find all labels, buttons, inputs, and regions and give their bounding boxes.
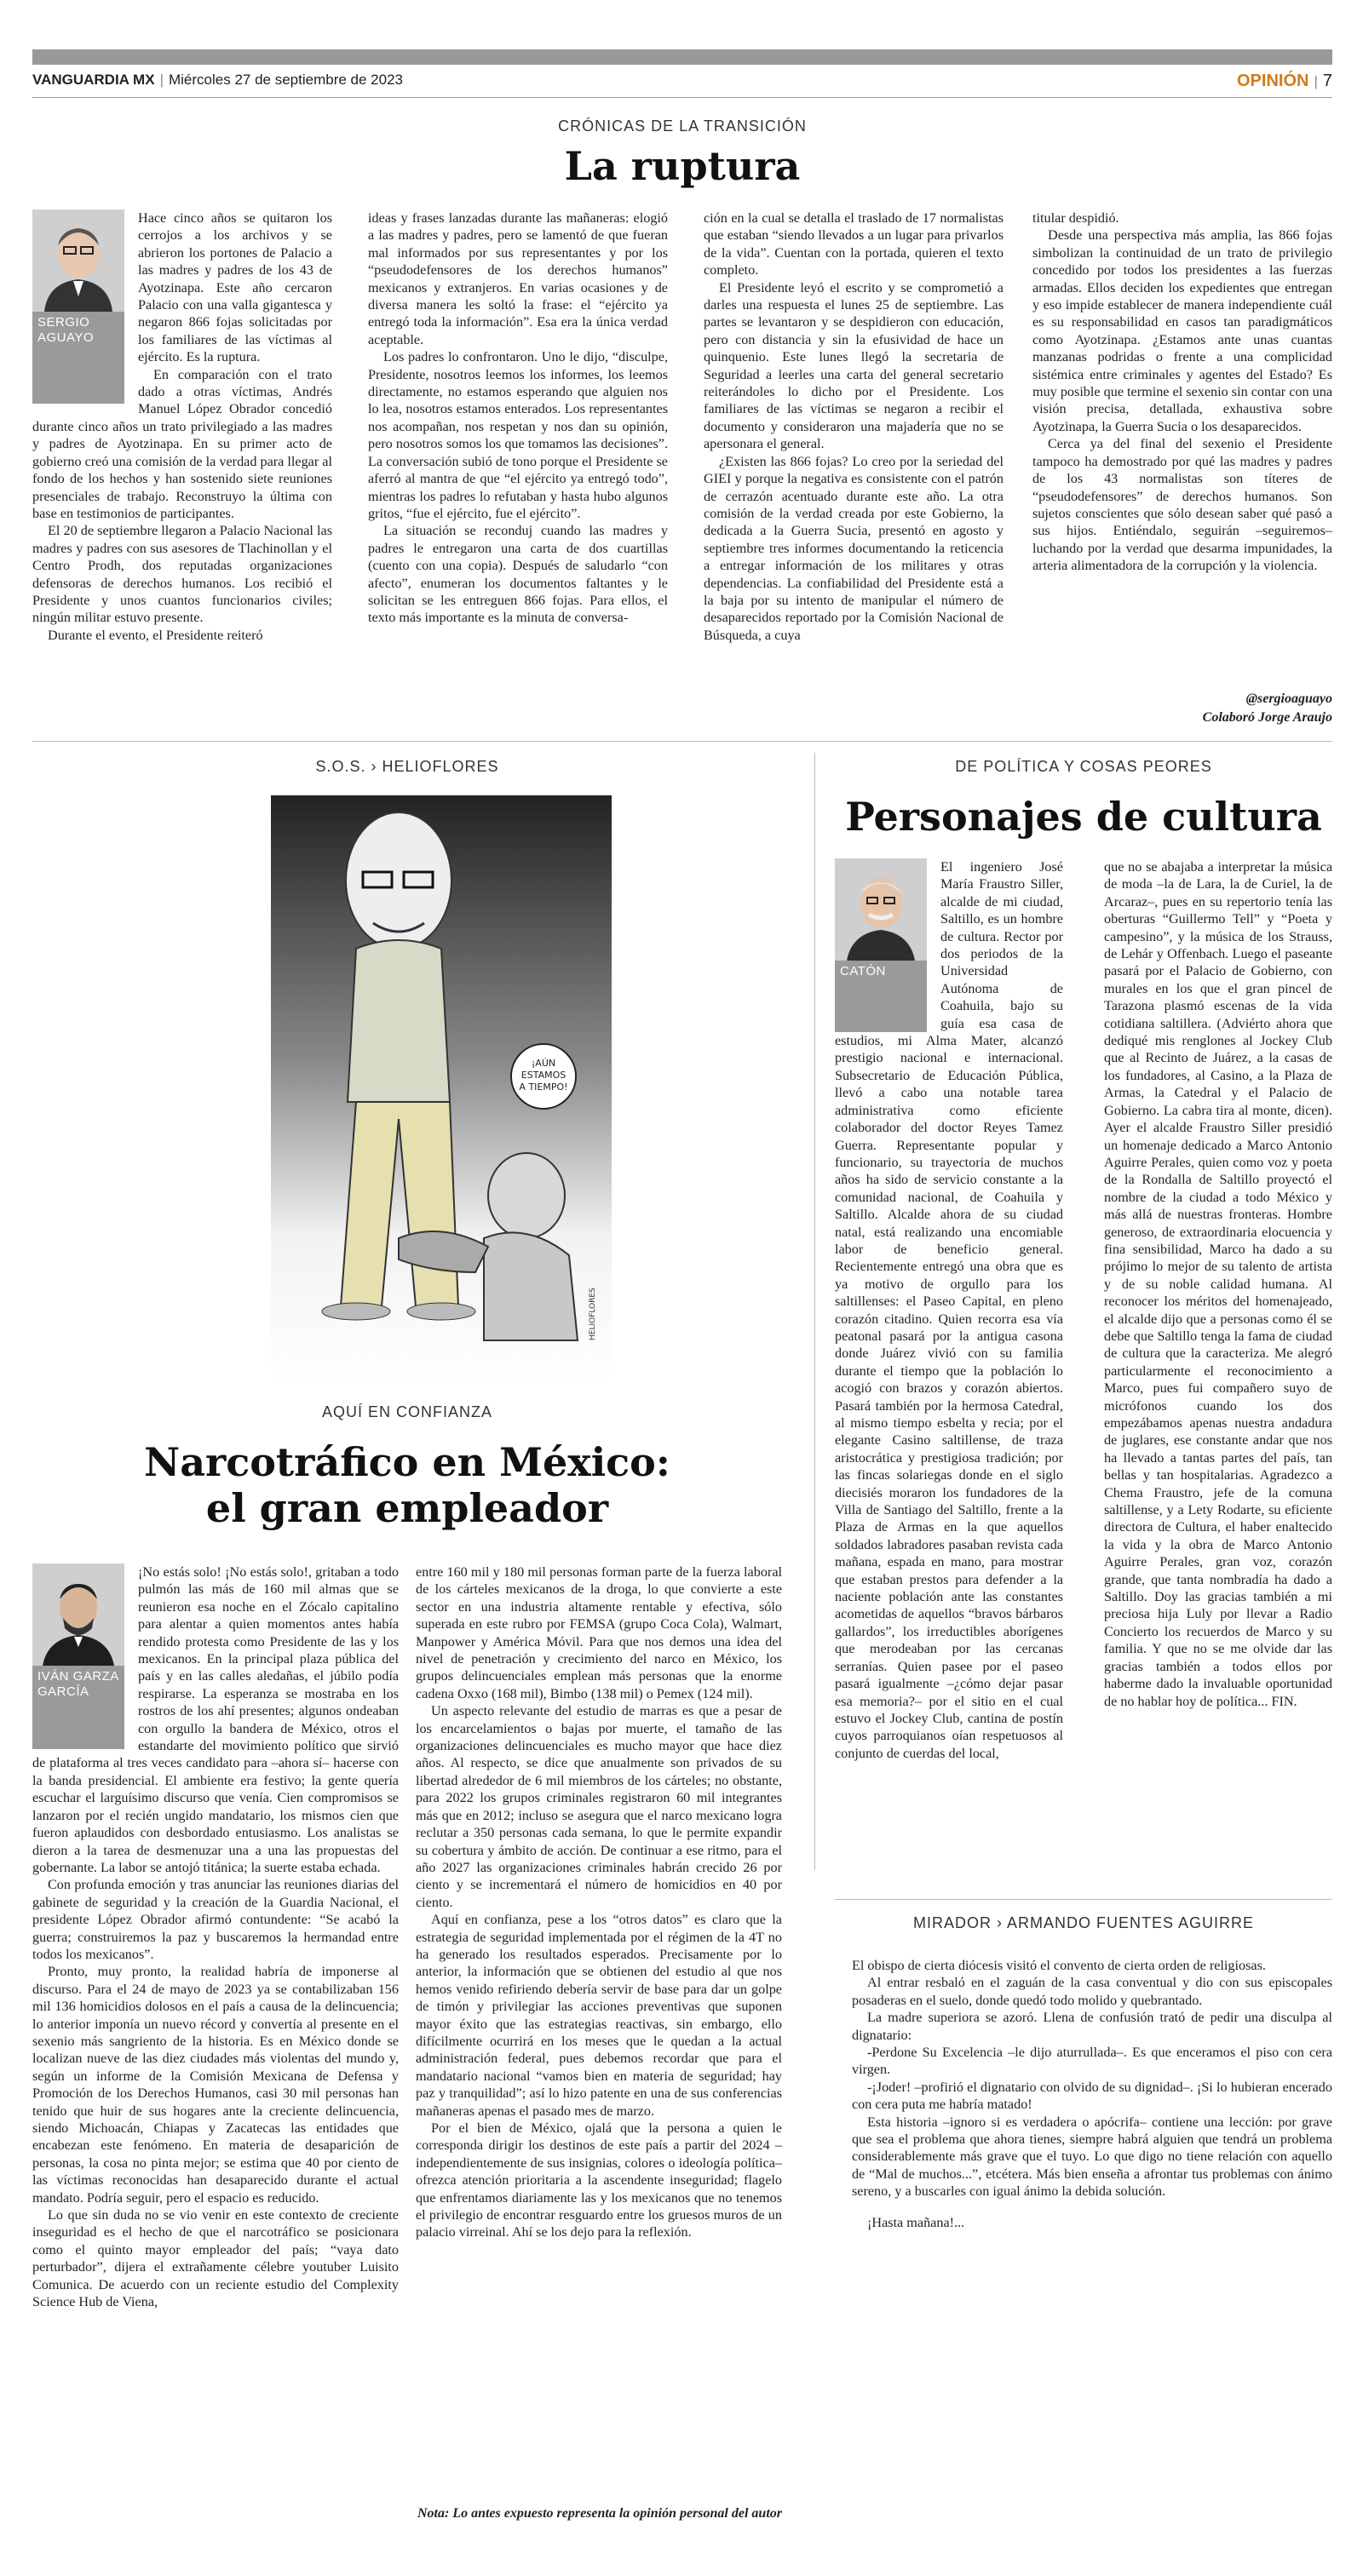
paragraph: -¡Joder! –profirió el dignatario con olvido de su dignidad–. ¡Si lo hubieran encerado con cera puta me habría matado! bbox=[852, 2079, 1332, 2113]
paragraph: Con profunda emoción y tras anunciar las reuniones diarias del gabinete de seguridad y la creación de la Guardia Nacional, el presidente López Obrador afirmó contundente: “Se acabó la guerra; construiremos la paz y buscaremos la hermandad entre todos los mexicanos”. bbox=[32, 1877, 399, 1962]
article1-col1 bbox=[32, 209, 332, 644]
paragraph: La situación se reconduj cuando las madres y padres le entregaron una carta de dos cuartillas (cuento con una copia). Después de saludarlo “con afecto”, enumeran los documentos faltantes y le solicitan se les entreguen 866 fojas. Para ellos, el texto más importante es la minuta de conversa- bbox=[368, 523, 668, 626]
paragraph: titular despidió. bbox=[1032, 210, 1119, 226]
masthead bbox=[32, 72, 1332, 98]
article1-kicker: CRÓNICAS DE LA TRANSICIÓN bbox=[558, 118, 807, 135]
cartoon-kicker: S.O.S. › HELIOFLORES bbox=[315, 758, 499, 775]
section-label bbox=[1237, 72, 1332, 91]
paragraph: Lo que sin duda no se vio venir en este contexto de creciente inseguridad es el hecho de que el narcotráfico se posicionara como el quinto mayor empleador del país; “vaya dato perturbador”, dijera el extrañamente célebre youtuber Luisito Comunica. De acuerdo con un reciente estudio del Complexity Science Hub de Viena, bbox=[32, 2207, 399, 2310]
paragraph: ción en la cual se detalla el traslado de 17 normalistas que estaban “siendo llevados a un lugar para privarlos de la vida”. Cuentan con la portada, quieren el texto completo. bbox=[704, 210, 1004, 278]
author-name-aguayo: SERGIO AGUAYO bbox=[37, 315, 95, 345]
article1-col4 bbox=[1032, 209, 1332, 575]
publication-name: VANGUARDIA MX bbox=[32, 72, 155, 88]
svg-text:ESTAMOS: ESTAMOS bbox=[520, 1070, 566, 1081]
article3-kicker: DE POLÍTICA Y COSAS PEORES bbox=[955, 758, 1212, 775]
section-divider bbox=[835, 1899, 1332, 1900]
masthead-divider: | bbox=[159, 72, 164, 88]
page-divider: | bbox=[1314, 73, 1318, 89]
author-float-spacer bbox=[835, 858, 940, 1032]
article3-title: Personajes de cultura bbox=[845, 794, 1322, 840]
article1-col2 bbox=[368, 209, 668, 627]
article3-col2 bbox=[1104, 858, 1332, 1710]
article2-kicker: AQUÍ EN CONFIANZA bbox=[321, 1403, 492, 1420]
paragraph: que no se abajaba a interpretar la música de moda –la de Lara, la de Curiel, la de Arcaraz–, pues en su repertorio tenía las oberturas “Guillermo Tell” y “Poeta y campesino”, y la música de los Strauss, de Lehár y Offenbach. Luego el paseante pasará por el Palacio de Gobierno, con murales en los que el gran pincel de Tarazona plasmó escenas de la vida cotidiana saltillera. (Adviérto ahora que dediqué mis renglones al Jockey Club que al Recinto de Juárez, a la casas de los fundadores, al Casino, a la Plaza de Armas, la Catedral y el Palacio de Gobierno. La cabra tira al monte, dicen). Ayer el alcalde Fraustro Siller presidió un homenaje dedicado a Marco Antonio Aguirre Perales, quien como voz y poeta de la Rondalla de Saltillo proyectó el nombre de la ciudad a todo México y más allá de nuestras fronteras. Hombre generoso, de extraordinaria elocuencia y fina sensibilidad, Marco ha dado a su prójimo lo mejor de su talento de artista y de su noble calidad humana. Al reconocer los méritos del homenajeado, el alcalde dijo que a personas como él se debe que Saltillo tenga la fama de ciudad de cultura que la caracteriza. Me alegró particularmente el reconocimiento a Marco, pues fui compañero suyo de micrófonos cuando los dos empezábamos apenas nuestra andadura de juglares, ese constante andar que nos ha llevado a tantas partes del país, tan bellas y tan hospitalarias. Agradezco a Chema Fraustro, jefe de la comuna saltillense, y a Lety Rodarte, su eficiente directora de Cultura, el haber enaltecido la vida y la obra de Marco Antonio Aguirre Perales, gran voz, corazón grande, que tanta nombradía ha dado a Saltillo. Doy las gracias también a mi preciosa hija Luly por llevar a Radio Concierto los recuerdos de Marco y su familia. Y que no se me olvide dar las gracias también a todos ellos por haberme dado la invaluable oportunidad de no hablar hoy de política... FIN. bbox=[1104, 859, 1332, 1709]
speech-bubble-text: ¡AÚN bbox=[531, 1058, 556, 1069]
author-name-caton: CATÓN bbox=[840, 964, 886, 978]
paragraph: Pronto, muy pronto, la realidad habría de imponerse al discurso. Para el 24 de mayo de 2023 ya se contabilizaban 156 mil 136 homicidios dolosos en el país a causa de la delincuencia; lo anterior imponía un nuevo récord y convertía al presente en el sexenio más sangriento de la historia. Es en México donde se localizan nueve de las diez ciudades más violentas del mundo y, según un informe de la Comisión Mexicana de Defensa y Promoción de los Derechos Humanos, casi 30 mil personas han tenido que huir de sus hogares ante la creciente delincuencia, siendo Michoacán, Chiapas y Zacatecas las entidades que encabezan este fenómeno. En materia de desaparición de personas, la cosa no pinta mejor; se estima que 40 por ciento de las víctimas reconocidas han desaparecido durante el actual mandato. Podría seguir, pero el espacio es reducido. bbox=[32, 1964, 399, 2206]
top-color-bar bbox=[32, 49, 1332, 65]
paragraph: ideas y frases lanzadas durante las mañaneras: elogió a las madres y padres, pero se lamentó de que fueran mal informados por sus representantes y por los “pseudodefensores de los derechos humanos” mexicanos y extranjeros. En varias ocasiones y de diversa manera les soltó la frase: el “ejército ya entregó toda la información”. Esa era la única verdad aceptable. bbox=[368, 210, 668, 347]
paragraph: ¡No estás solo! ¡No estás solo!, gritaban a todo pulmón las más de 160 mil almas que se reunieron esa noche en el Zócalo capitalino para alentar a quien momentos antes había rendido protesta como Presidente de las y los mexicanos. En la principal plaza pública del país y en las calles aledañas, el júbilo podía respirarse. La esperanza se mostraba en los rostros de los ahí presentes; algunos ondeaban con orgullo la bandera de México, otros el estandarte del movimiento político que sirvió de plataforma al tres veces candidato para –ahora sí– hacerse con la banda presidencial. El ambiente era festivo; la gente quería escuchar el larguísimo discurso que venía. Cien compromisos se lanzaron por el recién ungido mandatario, los mismos cien que fueron aplaudidos con desbordado entusiasmo. Los analistas se dieron a la tarea de desmenuzar una a una las propuestas del gobernante. La labor se antojó titánica; la suerte estaba echada. bbox=[32, 1564, 399, 1875]
column-divider bbox=[814, 753, 815, 1870]
paragraph: El obispo de cierta diócesis visitó el convento de cierta orden de religiosas. bbox=[852, 1958, 1266, 1973]
author-float-spacer bbox=[32, 1563, 138, 1751]
article2-title bbox=[32, 1439, 782, 1531]
article2-col1 bbox=[32, 1563, 399, 2310]
paragraph: En comparación con el trato dado a otras víctimas, Andrés Manuel López Obrador concedió durante cinco años un trato privilegiado a las madres y padres de Ayotzinapa. En su primer acto de gobierno creó una comisión de la verdad para llegar al fondo de los hechos y han sostenido siete reuniones presenciales de trabajo. Reconstruyo la última con base en testimonios de participantes. bbox=[32, 366, 332, 521]
paragraph: Los padres lo confrontaron. Uno le dijo, “disculpe, Presidente, nosotros leemos los informes, los leemos directamente, no estamos esperando que alguien nos lo lea, nosotros estamos enterados. Los representantes nos acompañan, nos respetan y nos dan su opinión, pero nosotros somos los que tomamos las decisiones”. La conversación subió de tono porque el Presidente se aferró al mantra de que “el ejército ya entregó todo”, mientras los padres lo refutaban y hasta hubo algunos gritos, “fue el ejército, fue el ejército”. bbox=[368, 349, 668, 521]
article4-kicker: MIRADOR › ARMANDO FUENTES AGUIRRE bbox=[912, 1914, 1255, 1931]
article1-col3 bbox=[704, 209, 1004, 644]
publication-date: Miércoles 27 de septiembre de 2023 bbox=[168, 72, 403, 88]
article3-col1 bbox=[835, 858, 1063, 1762]
paragraph: Desde una perspectiva más amplia, las 866 fojas simbolizan la continuidad de un trato de privilegio concedido por todos los presidentes a las fuerzas armadas. Ellos deciden los expedientes que entregan y eso impide establecer de manera independiente cuál es su responsabilidad en casos tan paradigmáticos como Ayotzinapa. ¿Estamos ante unas cuantas manzanas podridas o frente a una complicidad sistémica entre criminales y agentes del Estado? Es muy posible que termine el sexenio sin contar con una visión precisa, detallada, exhaustiva sobre Ayotzinapa, la Guerra Sucia o los desaparecidos. bbox=[1032, 227, 1332, 434]
paragraph: Hace cinco años se quitaron los cerrojos a los archivos y se abrieron los portones de Palacio a las madres y padres de los 43 de Ayotzinapa. Este año cercaron Palacio con una valla gigantesca y negaron 866 fojas solicitadas por los familiares de las víctimas al ejército. Es la ruptura. bbox=[138, 210, 332, 365]
article1-title: La ruptura bbox=[564, 143, 801, 189]
article4-body bbox=[852, 1957, 1332, 2231]
paragraph: ¡Hasta mañana!... bbox=[867, 2214, 965, 2230]
paragraph: El Presidente leyó el escrito y se comprometió a darles una respuesta el lunes 25 de septiembre. Las partes se levantaron y se despidieron con educación, pero con distancia y sin la efusividad de hace un quinquenio. Este lunes llegó la secretaria de Seguridad a leerles una carta del general secretario reiterándoles lo dicho por el Presidente. Los familiares de las víctimas se negaron a recibir el documento y consideraron una majadería que no se apersonara el general. bbox=[704, 279, 1004, 452]
paragraph: entre 160 mil y 180 mil personas forman parte de la fuerza laboral de los cárteles mexicanos de la droga, lo que convierte a este sector en una industria altamente rentable y efectiva, sólo superada en este rubro por FEMSA (grupo Coca Cola), Walmart, Manpower y América Móvil. Para que nos demos una idea del nivel de penetración y crecimiento del narco en México, los grupos delincuenciales emplean más personas que la enorme cadena Oxxo (168 mil), Bimbo (138 mil) o Pemex (124 mil). bbox=[416, 1564, 782, 1701]
paragraph: El 20 de septiembre llegaron a Palacio Nacional las madres y padres con sus asesores de Tlachinollan y el Centro Prodh, dos reputadas organizaciones defensoras de derechos humanos. Los recibió el Presidente y unos cuantos funcionarios civiles; ningún militar estuvo presente. bbox=[32, 523, 332, 626]
paragraph: Esta historia –ignoro si es verdadera o apócrifa– contiene una lección: por grave que sea el problema que ahora tienes, siempre habrá alguien que tendrá un problema considerablemente más grave que el tuyo. Lo que digo no tiene relación con aquello de “Mal de muchos...”, etcétera. Más bien enseña a afrontar tus problemas con ánimo sereno, y a buscarles con igual ánimo la debida solución. bbox=[852, 2114, 1332, 2200]
paragraph: -Perdone Su Excelencia –le dijo aturrullada–. Es que enceramos el piso con cera virgen. bbox=[852, 2045, 1332, 2078]
paragraph: La madre superiora se azoró. Llena de confusión trató de pedir una disculpa al dignatario: bbox=[852, 2010, 1332, 2043]
paragraph: El ingeniero José María Fraustro Siller, alcalde de mi ciudad, Saltillo, es un hombre de cultura. Rector por dos periodos de la Universidad Autónoma de Coahuila, bajo su guía esa casa de estudios, mi Alma Mater, alcanzó prestigio nacional e internacional. Subsecretario de Educación Pública, llevó a cabo una notable tarea administrativa como eficiente colaborador del doctor Reyes Tamez Guerra. Representante popular y funcionario, su trayectoria de muchos años ha sido de servicio constante a la comunidad nacional, de Coahuila y Saltillo. Alcalde ahora de su ciudad natal, está realizando una encomiable labor de beneficio general. Recientemente entregó una obra que es ya motivo de orgullo para los saltillenses: el Paseo Capital, en pleno corazón citadino. Quien recorra esa vía peatonal pasará por la antigua casona donde Juárez vivió con su familia durante el tiempo que la población lo acogió con brazos y corazón abiertos. Pasará también por la hermosa Catedral, al mismo tiempo esbelta y recia; por el elegante Casino saltillense, de traza aristocrática y prestigiosa tradición; por las fincas solariegas donde en el siglo diecisiés moraron los fundadores de la Villa de Santiago del Saltillo, frente a la Plaza de Armas en la que aquellos soldados labradores pasaban revista cada mañana, espada en mano, para mostrar que estaban prestos para defender a la naciente población ante las constantes acometidas de aquellos “bravos bárbaros gallardos”, los irreductibles aborígenes que merodeaban por las cercanas serranías. Quien pasee por el paseo pasará igualmente –¿cómo dejar pasar esa memoria?– por el sitio en el cual estuvo el Jockey Club, cantina de postín cuyos parroquianos oían respetuosos al conjunto de cuerdas del local, bbox=[835, 859, 1063, 1761]
cartoonist-signature: HELIOFLORES bbox=[589, 1288, 597, 1340]
author-name-garza: IVÁN GARZA GARCÍA bbox=[37, 1669, 119, 1699]
paragraph: Un aspecto relevante del estudio de marras es que a pesar de los encarcelamientos o bajas por muerte, el tamaño de las organizaciones delincuenciales es mucho mayor que hace diez años. Al respecto, se dice que anualmente son privados de su libertad alrededor de 6 mil miembros de los cárteles; no obstante, para 2022 los grupos criminales registraron 60 mil integrantes más que en 2012; incluso se asegura que el narco mexicano logra reclutar a 350 personas cada semana, lo que le permite expandir su cobertura y ámbito de acción. De continuar a ese ritmo, para el año 2027 las organizaciones criminales habrán crecido 26 por ciento y se incrementará el número de homicidios en 40 por ciento. bbox=[416, 1703, 782, 1910]
paragraph: ¿Existen las 866 fojas? Lo creo por la seriedad del GIEI y porque la negativa es consistente con el patrón de cerrazón acentuado durante este año. La otra comisión de la verdad creada por este Gobierno, la dedicada a la Guerra Sucia, presentó en agosto y septiembre tres informes documentando la reticencia a entregar información de los militares y otras dependencias. La confiabilidad del Presidente está a la baja por su intento de manipular el número de desaparecidos reportado por la Comisión Nacional de Búsqueda, a cuya bbox=[704, 453, 1004, 643]
section-name: OPINIÓN bbox=[1237, 72, 1309, 90]
author-float-spacer bbox=[32, 209, 138, 405]
svg-text:A TIEMPO!: A TIEMPO! bbox=[519, 1081, 568, 1093]
paragraph: Aquí en confianza, pese a los “otros datos” es claro que la estrategia de seguridad implementada por el régimen de la 4T no ha generado los resultados esperados. Precisamente por lo anterior, la información que se obtienen del estudio al que nos hemos venido refiriendo debería servir de base para dar un golpe de timón y privilegiar las acciones preventivas que suponen mayor éxito que las estrategias reactivas, sin embargo, ello difícilmente ocurrirá en los meses que le quedan a la actual administración federal, pues debemos recordar que para el mandatario nacional “vamos bien en materia de seguridad; hay paz y tranquilidad”; así lo hizo patente en una de sus conferencias mañaneras apenas el pasado mes de marzo. bbox=[416, 1912, 782, 2119]
paragraph: Por el bien de México, ojalá que la persona a quien le corresponda dirigir los destinos de este país a partir del 2024 –independientemente de sus insignias, colores o ideología política– ofrezca atención prioritaria a la ascendente inseguridad; flagelo que enfrentamos diariamente las y los mexicanos que no tenemos el privilegio de encontrar resguardo entre los gruesos muros de un palacio virreinal. Ahí se los dejo para la reflexión. bbox=[416, 2120, 782, 2240]
paragraph: Durante el evento, el Presidente reiteró bbox=[48, 627, 263, 643]
article2-col2 bbox=[416, 1563, 782, 2241]
article1-handle: @sergioaguayo bbox=[1245, 691, 1332, 706]
political-cartoon bbox=[271, 795, 612, 1383]
paragraph: Al entrar resbaló en el zaguán de la casa conventual y dio con sus episcopales posaderas en el suelo, donde quedó todo molido y quebrantado. bbox=[852, 1975, 1332, 2008]
article2-title-line1: Narcotráfico en México: bbox=[144, 1439, 670, 1485]
page-number: 7 bbox=[1322, 72, 1332, 90]
article2-note: Nota: Lo antes expuesto representa la opinión personal del autor bbox=[417, 2506, 782, 2521]
article1-collaborator: Colaboró Jorge Araujo bbox=[1202, 710, 1332, 725]
paragraph: Cerca ya del final del sexenio el Presidente tampoco ha demostrado por qué las madres y padres de los 43 normalistas son títeres de “pseudodefensores” de derechos humanos. Son sujetos conscientes que sólo desean saber qué pasó a sus hijos. Entiéndalo, seguirán –seguiremos– luchando por la verdad que desarma impunidades, la arteria alimentadora de la corrupción y la violencia. bbox=[1032, 436, 1332, 574]
article2-title-line2: el gran empleador bbox=[205, 1485, 609, 1531]
section-divider bbox=[32, 741, 1332, 742]
